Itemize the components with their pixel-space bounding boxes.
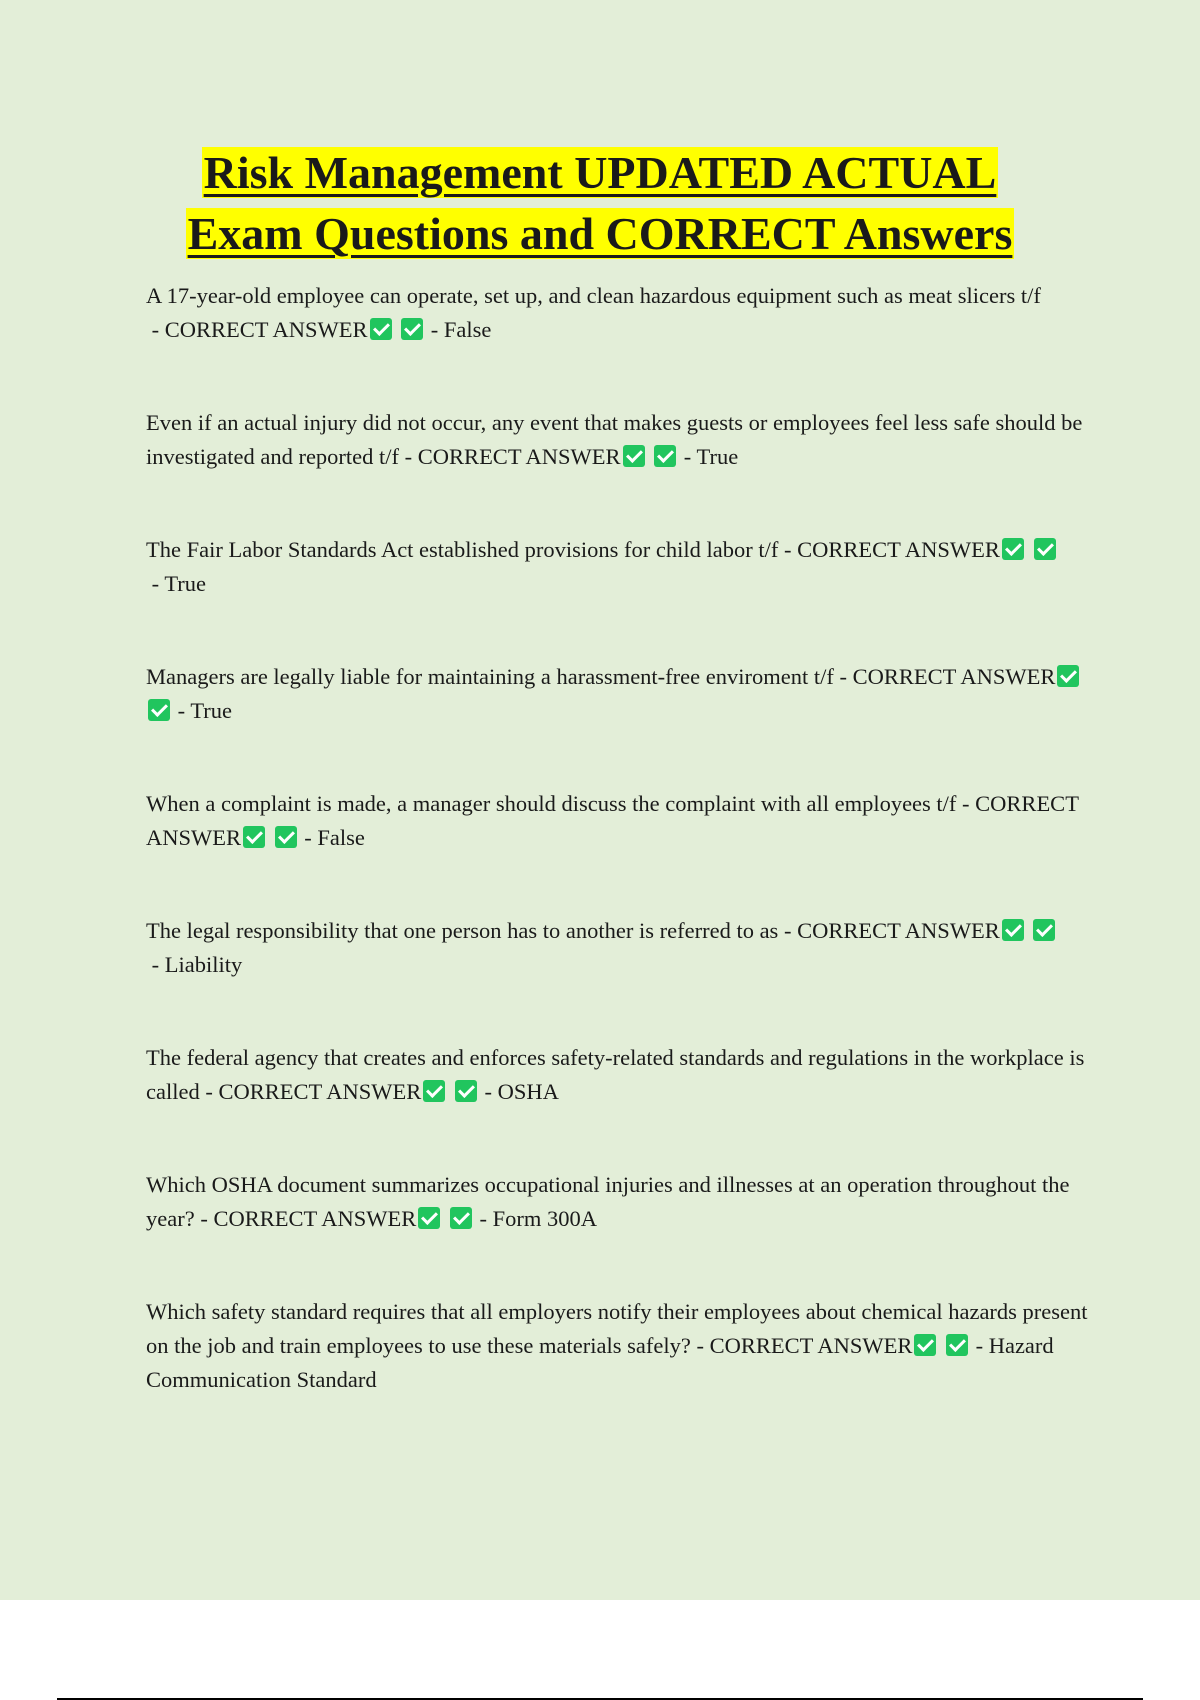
green-checkmark-icon xyxy=(455,1080,477,1102)
answer-text: Form 300A xyxy=(492,1206,597,1231)
answer-text: Liability xyxy=(164,952,243,977)
answer-label: CORRECT ANSWER xyxy=(797,537,1000,562)
answer-text: OSHA xyxy=(497,1079,559,1104)
green-checkmark-icon xyxy=(418,1207,440,1229)
qa-item: A 17-year-old employee can operate, set up, and clean hazardous equipment such as meat slicers t/f - CORRECT ANSWER - False xyxy=(146,283,1041,342)
answer-label: CORRECT ANSWER xyxy=(852,664,1056,689)
qa-list xyxy=(146,279,1096,1456)
qa-item: When a complaint is made, a manager should discuss the complaint with all employees t/f - CORRECT ANSWER - False xyxy=(146,791,1079,850)
green-checkmark-icon xyxy=(243,826,265,848)
green-checkmark-icon xyxy=(275,826,297,848)
green-checkmark-icon xyxy=(423,1080,445,1102)
question-text: A 17-year-old employee can operate, set up, and clean hazardous equipment such as meat slicers t/f xyxy=(146,283,1041,308)
green-checkmark-icon xyxy=(1033,919,1055,941)
green-checkmark-icon xyxy=(914,1334,936,1356)
green-checkmark-icon xyxy=(623,445,645,467)
question-text: The Fair Labor Standards Act established provisions for child labor t/f xyxy=(146,537,779,562)
answer-label: CORRECT ANSWER xyxy=(709,1333,913,1358)
answer-label: CORRECT ANSWER xyxy=(213,1206,417,1231)
qa-item: Managers are legally liable for maintaining a harassment-free enviroment t/f - CORRECT ANSWER - True xyxy=(146,660,1096,728)
answer-text: True xyxy=(190,698,233,723)
green-checkmark-icon xyxy=(450,1207,472,1229)
question-text: Even if an actual injury did not occur, any event that makes guests or employees feel less safe should be investigated and reported t/f xyxy=(146,410,1083,469)
answer-label: CORRECT ANSWER xyxy=(797,918,1000,943)
qa-item: The federal agency that creates and enforces safety-related standards and regulations in the workplace is called - CORRECT ANSWER - OSHA xyxy=(146,1045,1085,1104)
green-checkmark-icon xyxy=(148,699,170,721)
question-text: Which OSHA document summarizes occupational injuries and illnesses at an operation throughout the year? xyxy=(146,1172,1070,1231)
qa-item: The legal responsibility that one person has to another is referred to as - CORRECT ANSWER - Liability xyxy=(146,914,1096,982)
green-checkmark-icon xyxy=(370,318,392,340)
green-checkmark-icon xyxy=(654,445,676,467)
title-line-1: Risk Management UPDATED ACTUAL xyxy=(203,147,997,198)
green-checkmark-icon xyxy=(1034,538,1056,560)
question-text: Managers are legally liable for maintaining a harassment-free enviroment t/f xyxy=(146,664,834,689)
question-text: Which safety standard requires that all employers notify their employees about chemical hazards present on the job and train employees to use these materials safely? xyxy=(146,1299,1088,1358)
green-checkmark-icon xyxy=(946,1334,968,1356)
answer-label: CORRECT ANSWER xyxy=(146,791,1079,850)
green-checkmark-icon xyxy=(401,318,423,340)
qa-item: Which safety standard requires that all employers notify their employees about chemical hazards present on the job and train employees to use these materials safely? - CORRECT ANSWER - Hazard Communication Standard xyxy=(146,1299,1088,1392)
answer-text: False xyxy=(443,317,492,342)
green-checkmark-icon xyxy=(1057,665,1079,687)
green-checkmark-icon xyxy=(1002,538,1024,560)
answer-label: CORRECT ANSWER xyxy=(164,317,368,342)
question-text: The federal agency that creates and enforces safety-related standards and regulations in the workplace is called xyxy=(146,1045,1085,1104)
answer-text: True xyxy=(696,444,739,469)
question-text: The legal responsibility that one person has to another is referred to as xyxy=(146,918,779,943)
answer-text: True xyxy=(164,571,207,596)
qa-item: Which OSHA document summarizes occupational injuries and illnesses at an operation throughout the year? - CORRECT ANSWER - Form 300A xyxy=(146,1172,1070,1231)
question-text: When a complaint is made, a manager should discuss the complaint with all employees t/f xyxy=(146,791,957,816)
answer-label: CORRECT ANSWER xyxy=(417,444,621,469)
qa-item: The Fair Labor Standards Act established provisions for child labor t/f - CORRECT ANSWER - True xyxy=(146,533,1096,601)
document-title xyxy=(0,142,1200,264)
qa-item: Even if an actual injury did not occur, any event that makes guests or employees feel less safe should be investigated and reported t/f - CORRECT ANSWER - True xyxy=(146,410,1083,469)
title-line-2: Exam Questions and CORRECT Answers xyxy=(187,208,1013,259)
green-checkmark-icon xyxy=(1002,919,1024,941)
answer-text: Hazard Communication Standard xyxy=(146,1333,1054,1392)
answer-label: CORRECT ANSWER xyxy=(218,1079,422,1104)
answer-text: False xyxy=(317,825,365,850)
